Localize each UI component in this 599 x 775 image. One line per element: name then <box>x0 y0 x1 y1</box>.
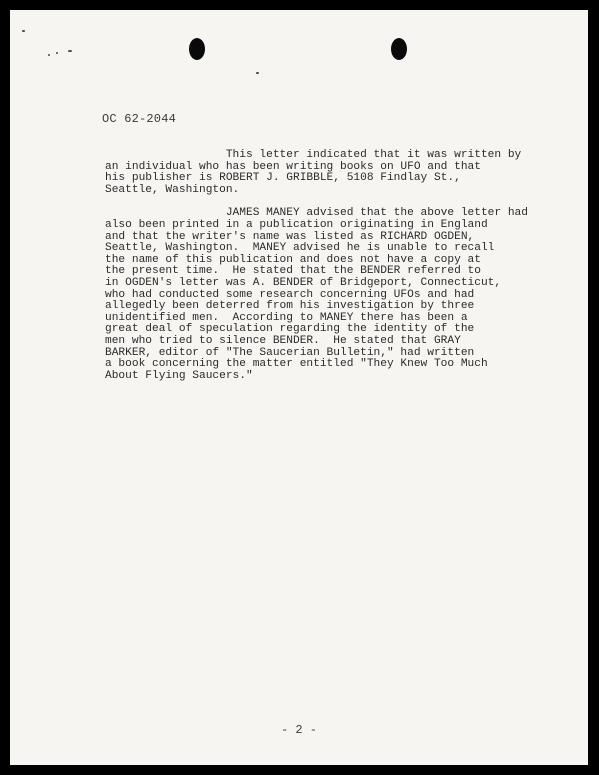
ink-speck <box>48 54 50 56</box>
text-line: JAMES MANEY advised that the above letter had <box>105 207 528 220</box>
ink-speck <box>22 30 25 32</box>
text-line: men who tried to silence BENDER. He stated that GRAY <box>105 334 461 347</box>
text-line: a book concerning the matter entitled "They Knew Too Much <box>105 358 488 371</box>
text-line: Seattle, Washington. MANEY advised he is unable to recall <box>105 242 495 255</box>
text-line: This letter indicated that it was written by <box>105 149 522 161</box>
punch-hole-right <box>391 38 407 60</box>
text-line: and that the writer's name was listed as RICHARD OGDEN, <box>105 230 475 243</box>
text-line: unidentified men. According to MANEY there has been a <box>105 311 468 324</box>
text-line: allegedly been deterred from his investigation by three <box>105 300 475 313</box>
page-number: - 2 - <box>280 723 317 737</box>
text-line: Seattle, Washington. <box>105 183 240 196</box>
text-line: an individual who has been writing books on UFO and that <box>105 160 481 173</box>
punch-hole-left <box>189 38 205 60</box>
body-text <box>105 150 535 394</box>
text-line: his publisher is ROBERT J. GRIBBLE, 5108 Findlay St., <box>105 172 461 185</box>
text-line: who had conducted some research concerning UFOs and had <box>105 288 475 301</box>
text-line: great deal of speculation regarding the identity of the <box>105 323 475 336</box>
text-line: the name of this publication and does not have a copy at <box>105 253 481 266</box>
paragraph-2 <box>105 208 535 382</box>
ink-speck <box>68 50 72 52</box>
ink-speck <box>256 72 259 74</box>
text-line: also been printed in a publication originating in England <box>105 218 488 231</box>
ink-speck <box>56 52 58 54</box>
text-line: BARKER, editor of "The Saucerian Bulletin," had written <box>105 346 475 359</box>
text-line: About Flying Saucers." <box>105 369 253 382</box>
file-number: OC 62-2044 <box>102 112 177 126</box>
text-line: in OGDEN's letter was A. BENDER of Bridgeport, Connecticut, <box>105 276 502 289</box>
document-page <box>10 10 588 765</box>
text-line: the present time. He stated that the BENDER referred to <box>105 265 481 278</box>
paragraph-1 <box>105 150 535 196</box>
